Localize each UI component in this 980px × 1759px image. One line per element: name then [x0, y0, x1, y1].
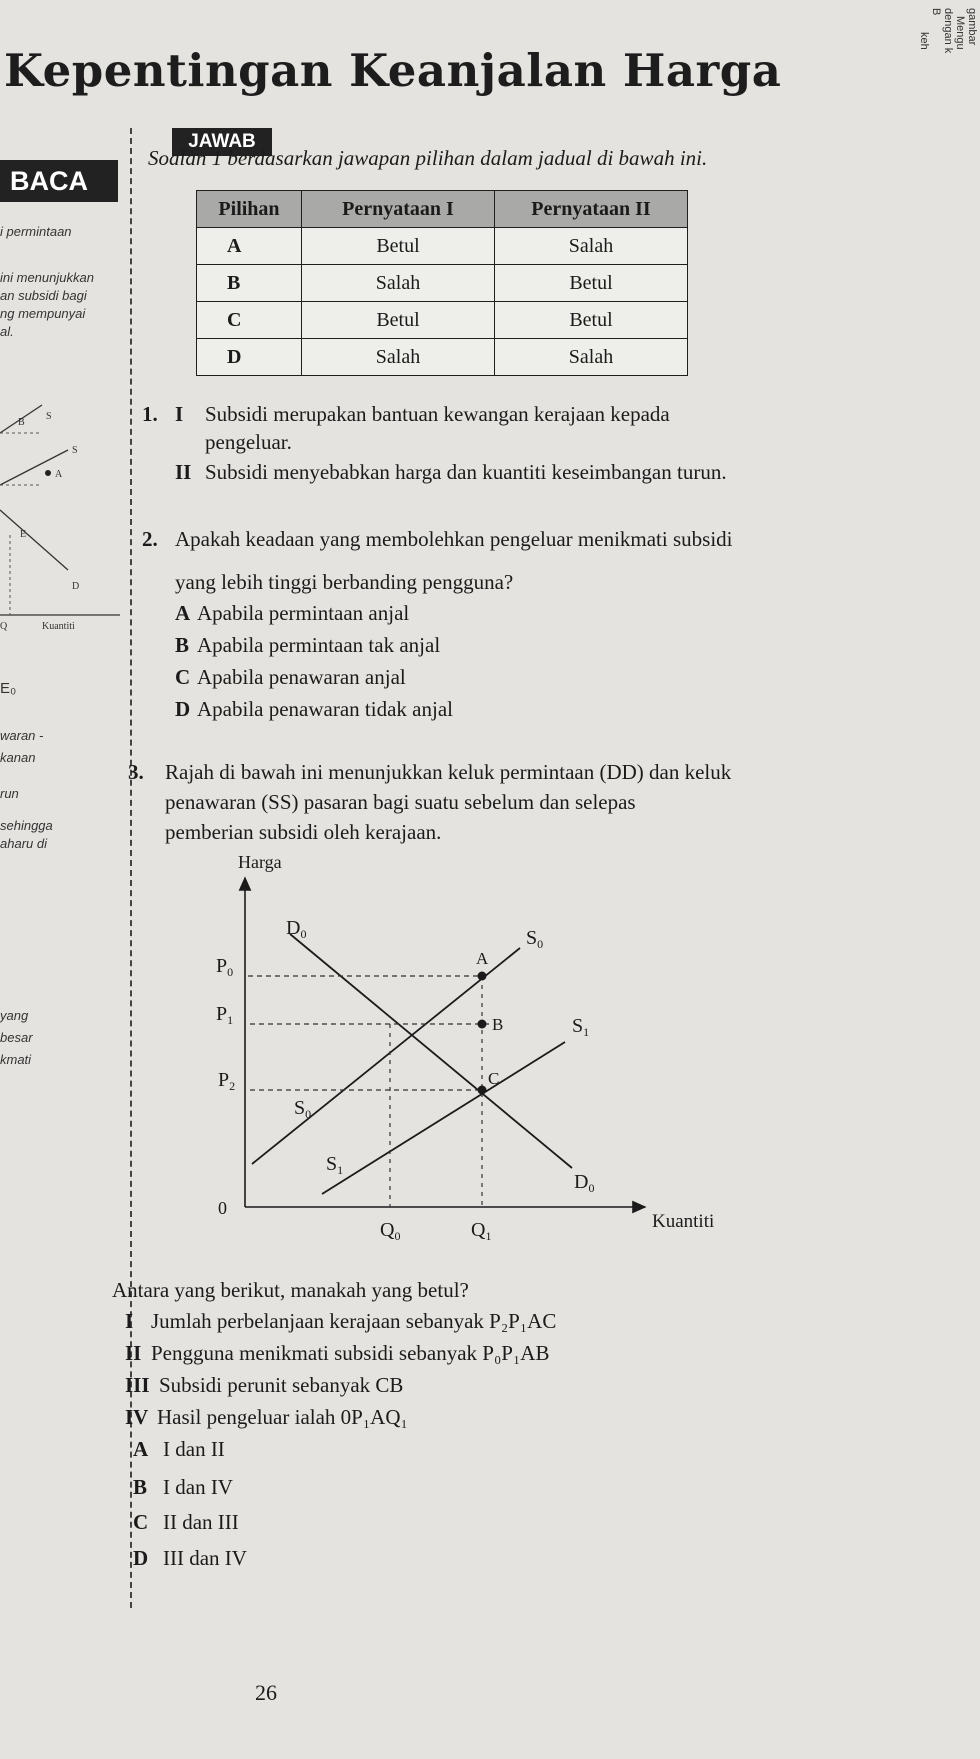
small-label-s1: S: [72, 445, 78, 456]
table-header: Pernyataan II: [495, 191, 688, 228]
side-note: al.: [0, 324, 14, 339]
side-fragment: B: [930, 8, 942, 16]
label-c: C: [488, 1069, 500, 1088]
subsidy-supply-demand-graph: [190, 852, 740, 1243]
point-a: [45, 470, 51, 476]
q2-option-b[interactable]: B Apabila permintaan tak anjal: [175, 633, 441, 657]
q3-statement-3: III Subsidi perunit sebanyak CB: [125, 1373, 404, 1397]
label-s0-top: $S_0$: [526, 927, 544, 951]
answer-table: [196, 190, 688, 376]
q1-statement-1: Subsidi merupakan bantuan kewangan kerajaan kepada: [205, 402, 670, 426]
q3-option-d[interactable]: D III dan IV: [133, 1546, 247, 1570]
partial-supply-demand-figure: [0, 405, 125, 650]
side-note: sehingga: [0, 818, 53, 833]
question-1-number: 1.: [142, 402, 158, 426]
q3-option-a[interactable]: A I dan II: [133, 1437, 225, 1461]
table-cell: Salah: [302, 265, 495, 302]
origin-label: 0: [218, 1198, 227, 1218]
q3-statement-1: I Jumlah perbelanjaan kerajaan sebanyak P₂P₁AC: [125, 1309, 557, 1333]
q2-option-a[interactable]: A Apabila permintaan anjal: [175, 601, 410, 625]
point-b-marker: [478, 1020, 487, 1029]
small-label-e1: E: [20, 529, 27, 540]
side-fragment: keh: [918, 32, 930, 50]
q3-option-b[interactable]: B I dan IV: [133, 1475, 233, 1499]
label-p0: $P_0$: [216, 955, 234, 979]
table-row: [197, 302, 688, 339]
q3-statement-4: IV Hasil pengeluar ialah 0P₁AQ₁: [125, 1405, 408, 1429]
x-axis-label: Kuantiti: [652, 1211, 715, 1232]
label-s1-right: $S_1$: [572, 1015, 590, 1039]
q1-statement-2: Subsidi menyebabkan harga dan kuantiti keseimbangan turun.: [205, 460, 727, 484]
small-label-s0: S: [46, 411, 52, 422]
table-cell: D: [197, 339, 302, 376]
table-cell: A: [197, 228, 302, 265]
question-3-text: Rajah di bawah ini menunjukkan keluk permintaan (DD) dan keluk: [165, 760, 732, 784]
table-intro: Soalan 1 berdasarkan jawapan pilihan dalam jadual di bawah ini.: [148, 146, 708, 170]
side-fragment: gambar: [966, 8, 978, 46]
side-note: i permintaan: [0, 224, 72, 239]
label-p2: $P_2$: [218, 1069, 236, 1093]
side-note: an subsidi bagi: [0, 288, 87, 303]
side-fragment: Mengu: [954, 16, 966, 50]
small-label-a: A: [55, 469, 63, 480]
side-note: kanan: [0, 750, 36, 765]
point-c-marker: [478, 1086, 487, 1095]
point-a-marker: [478, 972, 487, 981]
label-q1: $Q_1$: [471, 1219, 492, 1243]
table-header: Pilihan: [197, 191, 302, 228]
table-cell: Salah: [495, 228, 688, 265]
small-label-b: B: [18, 417, 25, 428]
side-note: yang: [0, 1008, 29, 1023]
table-row: [197, 265, 688, 302]
table-cell: Salah: [495, 339, 688, 376]
y-axis-label: Harga: [238, 852, 282, 872]
side-note: ini menunjukkan: [0, 270, 94, 285]
question-3-number: 3.: [128, 760, 144, 784]
table-header-row: [197, 191, 688, 228]
label-s0-bottom: $S_0$: [294, 1097, 312, 1121]
label-b: B: [492, 1015, 504, 1034]
label-s1-bottom: $S_1$: [326, 1153, 344, 1177]
q2-option-d[interactable]: D Apabila penawaran tidak anjal: [175, 697, 453, 721]
q1-statement-2-roman: II: [175, 460, 192, 484]
small-label-x: Kuantiti: [42, 621, 75, 632]
q3-option-c[interactable]: C II dan III: [133, 1510, 239, 1534]
demand-curve-d0: [290, 934, 572, 1168]
side-note: run: [0, 786, 19, 801]
question-2-text: Apakah keadaan yang membolehkan pengeluar menikmati subsidi: [175, 527, 733, 551]
page-number: 26: [255, 1680, 277, 1705]
q2-option-c[interactable]: C Apabila penawaran anjal: [175, 665, 406, 689]
baca-label: BACA: [0, 160, 118, 202]
table-cell: Betul: [302, 302, 495, 339]
table-cell: Salah: [302, 339, 495, 376]
label-d0-bottom: $D_0$: [574, 1171, 595, 1195]
side-note: E₀: [0, 680, 17, 697]
question-3-text-cont: pemberian subsidi oleh kerajaan.: [165, 820, 442, 844]
q3-statement-2: II Pengguna menikmati subsidi sebanyak P₀P₁AB: [125, 1341, 550, 1365]
table-cell: C: [197, 302, 302, 339]
side-note: besar: [0, 1030, 33, 1045]
jawab-label: JAWAB: [172, 128, 272, 156]
small-label-q: Q: [0, 621, 8, 632]
question-3-prompt: Antara yang berikut, manakah yang betul?: [112, 1278, 469, 1302]
side-note: kmati: [0, 1052, 32, 1067]
table-header: Pernyataan I: [302, 191, 495, 228]
supply-curve-s0: [252, 948, 520, 1164]
q1-statement-1-roman: I: [175, 402, 184, 426]
side-fragment: dengan k: [942, 8, 954, 54]
label-d0-top: $D_0$: [286, 917, 307, 941]
label-q0: $Q_0$: [380, 1219, 401, 1243]
side-margin-fragments: [918, 2, 978, 92]
q1-statement-1-cont: pengeluar.: [205, 430, 292, 454]
table-cell: Betul: [302, 228, 495, 265]
supply-curve-s1: [322, 1042, 565, 1194]
label-a: A: [476, 949, 489, 968]
small-label-d: D: [72, 581, 80, 592]
side-note: waran -: [0, 728, 44, 743]
table-row: [197, 228, 688, 265]
side-note: aharu di: [0, 836, 47, 851]
table-cell: B: [197, 265, 302, 302]
side-note: ng mempunyai: [0, 306, 86, 321]
table-row: [197, 339, 688, 376]
question-3-text-cont: penawaran (SS) pasaran bagi suatu sebelum dan selepas: [165, 790, 636, 814]
label-p1: $P_1$: [216, 1003, 234, 1027]
question-2-number: 2.: [142, 527, 158, 551]
question-2-text-cont: yang lebih tinggi berbanding pengguna?: [175, 570, 514, 594]
table-cell: Betul: [495, 302, 688, 339]
page-title: Kepentingan Keanjalan Harga: [4, 44, 782, 97]
table-cell: Betul: [495, 265, 688, 302]
